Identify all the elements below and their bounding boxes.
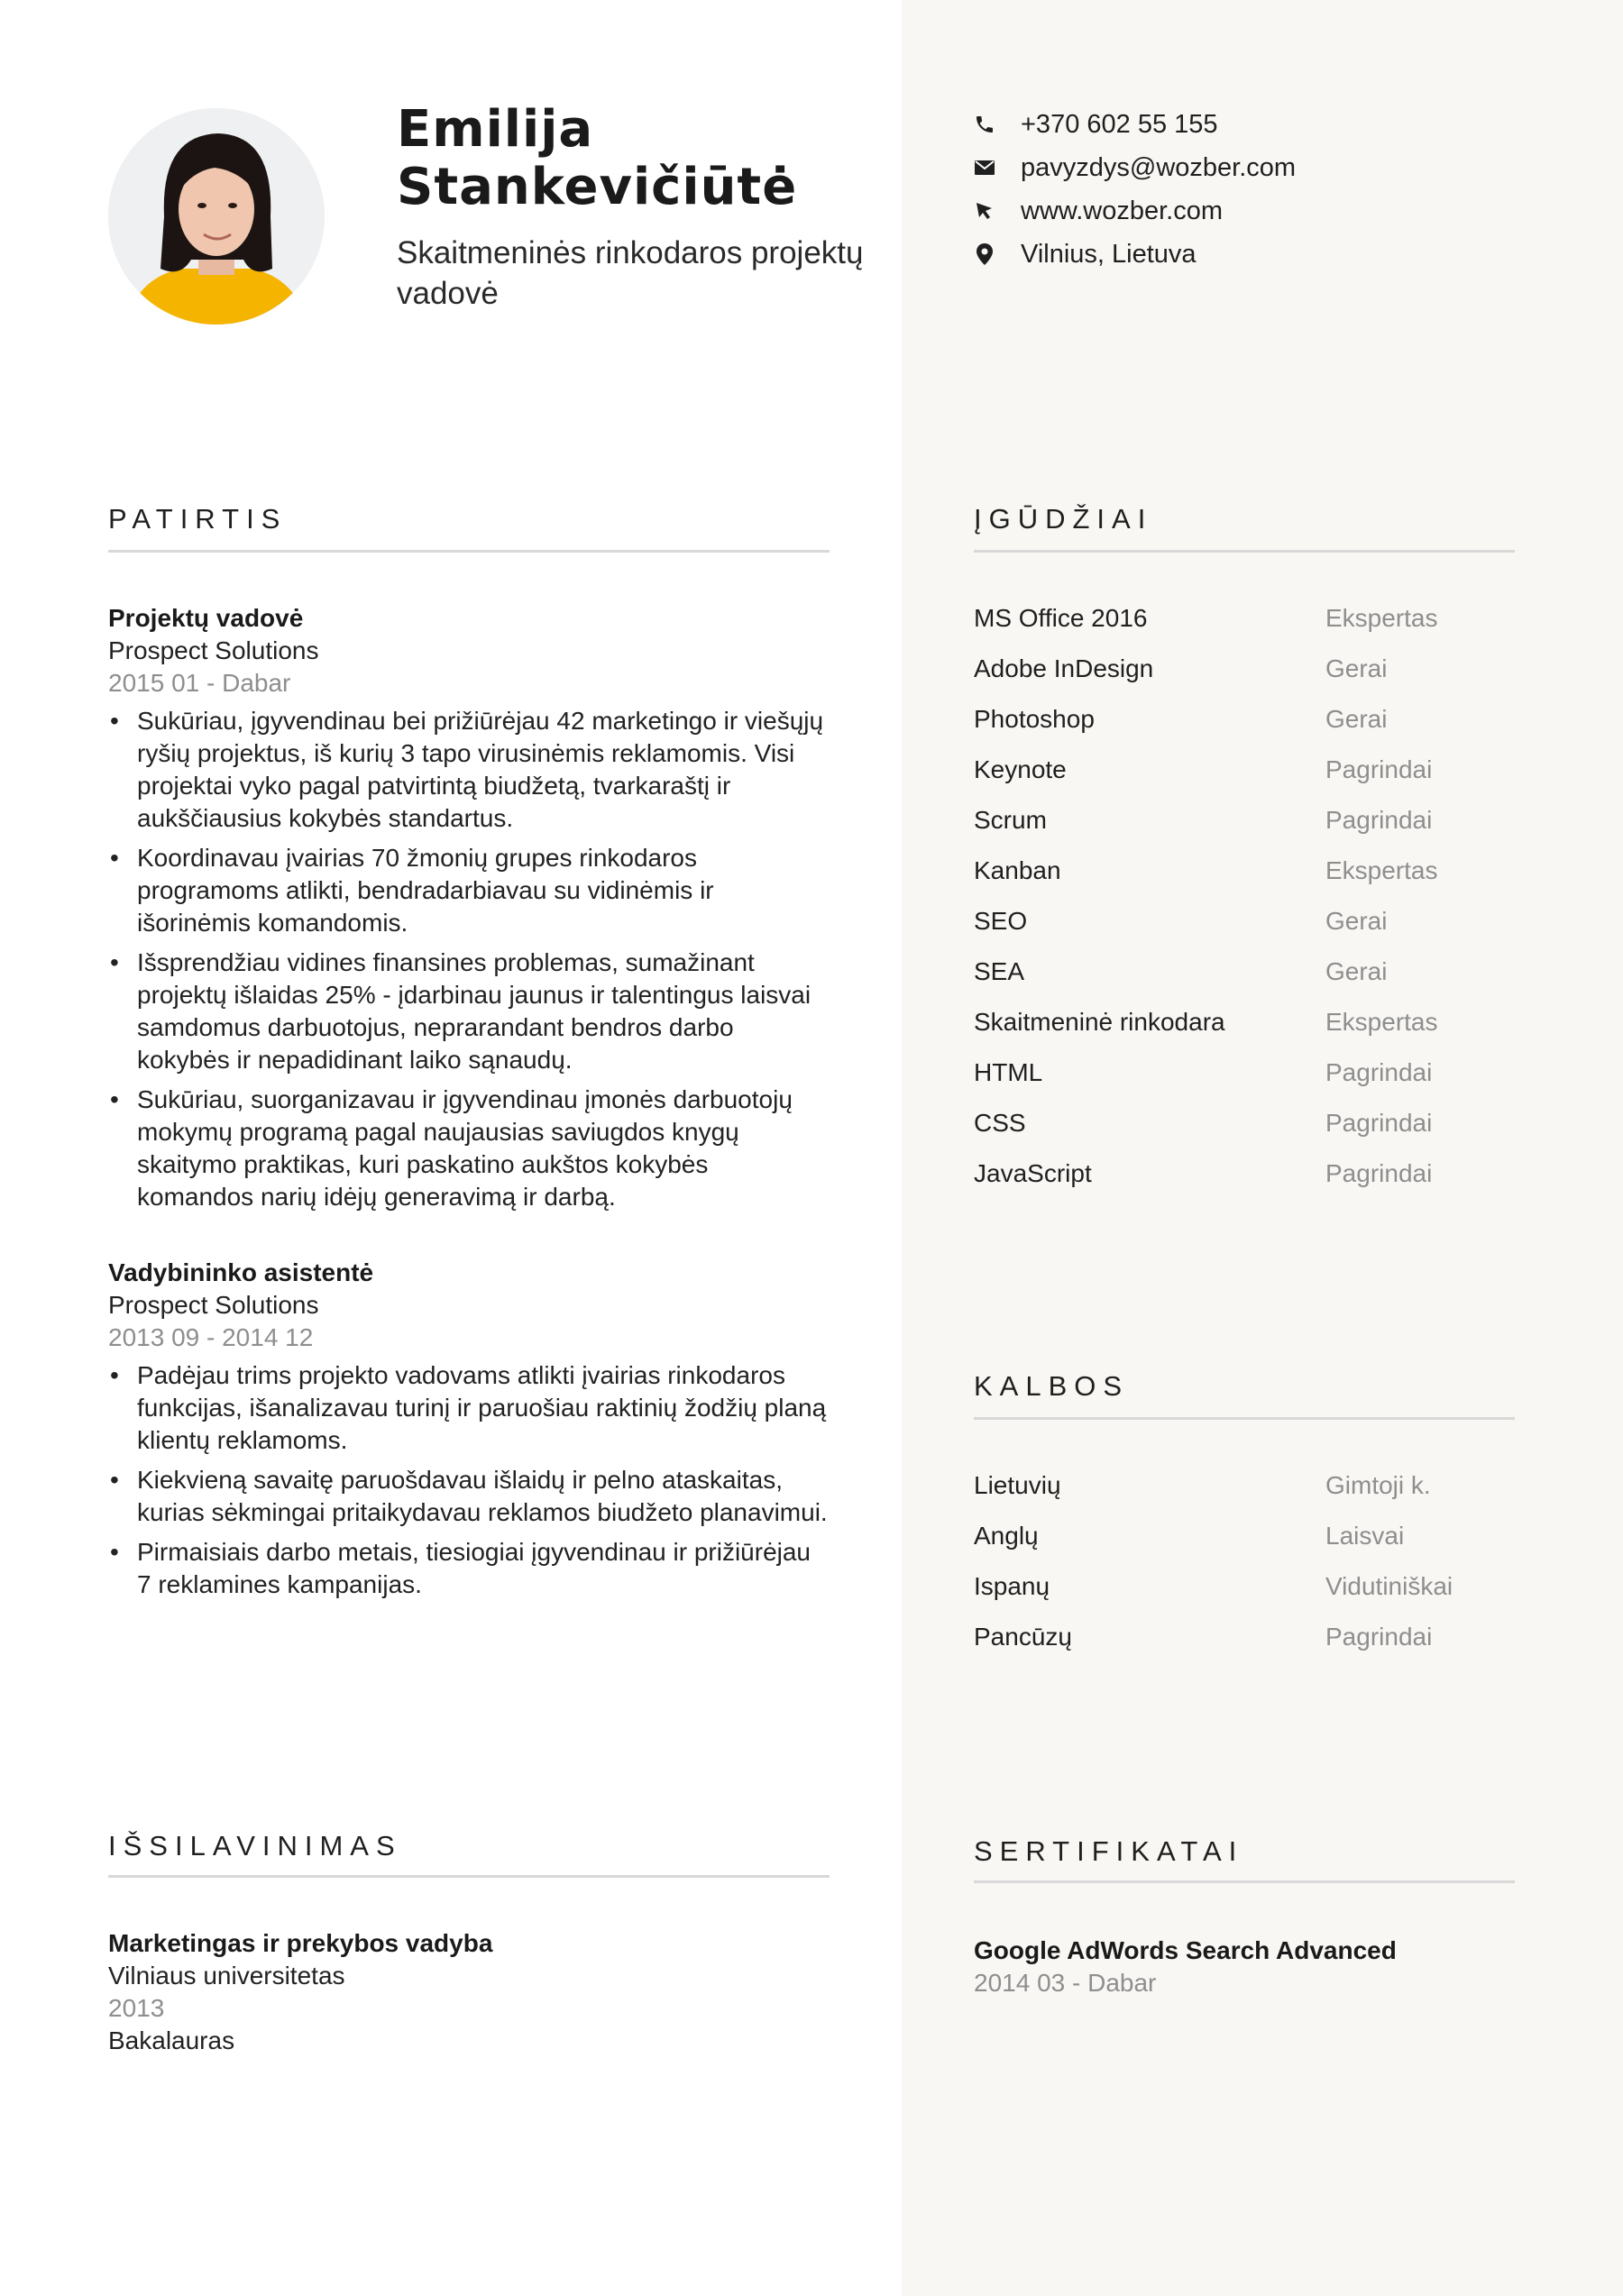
section-divider [108,1875,830,1878]
contact-website-text: www.wozber.com [1021,196,1224,225]
language-level: Pagrindai [1325,1623,1433,1651]
language-name: Anglų [974,1522,1039,1550]
section-title-skills: ĮGŪDŽIAI [974,503,1153,535]
job-entry-title: Projektų vadovė [108,604,304,632]
education-entry [108,1927,830,2057]
mail-icon [972,155,997,180]
job-entry-dates: 2015 01 - Dabar [108,669,291,697]
experience-list [108,602,830,1644]
bullet-item: • Padėjau trims projekto vadovams atlikti įvairias rinkodaros funkcijas, išanalizavau turinį ir paruošiau raktinių žodžių planą klientų reklamoms. [108,1359,830,1457]
education-level: Bakalauras [108,2026,235,2054]
contact-website [972,189,1549,233]
language-row [974,1460,1515,1511]
skill-name: SEA [974,957,1025,985]
location-pin-icon [972,242,997,267]
skill-name: Keynote [974,755,1067,783]
language-row [974,1511,1515,1561]
skill-row [974,795,1515,846]
cursor-icon [972,198,997,224]
skill-name: Photoshop [974,705,1095,733]
skill-name: JavaScript [974,1159,1092,1187]
skill-level: Gerai [1325,654,1388,682]
language-level: Vidutiniškai [1325,1572,1453,1600]
bullet-item: • Koordinavau įvairias 70 žmonių grupes rinkodaros programoms atlikti, bendradarbiavau su vidinėmis ir išorinėmis komandomis. [108,842,830,939]
job-entry-title: Vadybininko asistentė [108,1258,374,1286]
skills-list [974,593,1515,1199]
skill-name: Adobe InDesign [974,654,1154,682]
language-row [974,1612,1515,1662]
certificate-title: Google AdWords Search Advanced [974,1936,1397,1964]
contact-email [972,146,1549,189]
skill-name: HTML [974,1058,1043,1086]
section-divider [974,1417,1515,1420]
skill-name: Scrum [974,806,1047,834]
section-divider [974,1880,1515,1883]
skill-level: Gerai [1325,957,1388,985]
phone-icon [972,112,997,137]
skill-name: Kanban [974,856,1061,884]
bullet-item: • Išsprendžiau vidines finansines problemas, sumažinant projektų išlaidas 25% - įdarbinau jaunus ir talentingus laisvai samdomus darbuotojus, neprarandant bendros darbo kokybės ir nepadidinant laiko sąnaudų. [108,947,830,1076]
section-title-languages: KALBOS [974,1370,1130,1402]
job-entry-dates: 2013 09 - 2014 12 [108,1323,314,1351]
section-title-experience: PATIRTIS [108,503,288,535]
contact-location-text: Vilnius, Lietuva [1021,239,1197,269]
bullet-item: • Kiekvieną savaitę paruošdavau išlaidų ir pelno ataskaitas, kurias sėkmingai pritaikydavau reklamos biudžeto planavimui. [108,1464,830,1529]
skill-level: Ekspertas [1325,856,1438,884]
skill-name: SEO [974,907,1028,935]
skill-row [974,997,1515,1047]
education-degree: Marketingas ir prekybos vadyba [108,1929,493,1957]
job-entry-company: Prospect Solutions [108,1291,319,1319]
skill-name: MS Office 2016 [974,604,1148,632]
bullet-item: • Pirmaisiais darbo metais, tiesiogiai įgyvendinau ir prižiūrėjau 7 reklamines kampanijas. [108,1536,830,1601]
skill-level: Ekspertas [1325,1008,1438,1036]
person-name: Emilija Stankevičiūtė [397,100,798,216]
job-entry-company: Prospect Solutions [108,636,319,664]
skill-level: Pagrindai [1325,1159,1433,1187]
certificate-dates: 2014 03 - Dabar [974,1969,1157,1997]
job-entry [108,1257,830,1601]
contact-location [972,233,1549,276]
contact-list [972,103,1549,276]
languages-list [974,1460,1515,1662]
contact-email-text: pavyzdys@wozber.com [1021,152,1297,182]
contact-phone [972,103,1549,146]
skill-row [974,694,1515,745]
avatar [108,108,325,325]
certificates-list [974,1935,1515,1999]
job-entry-bullets [108,1359,830,1601]
skill-level: Pagrindai [1325,1058,1433,1086]
skill-name: Skaitmeninė rinkodara [974,1008,1225,1036]
bullet-item: • Sukūriau, suorganizavau ir įgyvendinau įmonės darbuotojų mokymų programą pagal naujausias saviugdos knygų skaitymo praktikas, kuri paskatino aukštos kokybės komandos narių idėjų generavimą ir darbą. [108,1084,830,1213]
skill-row [974,846,1515,896]
contact-phone-text: +370 602 55 155 [1021,109,1218,139]
bullet-item: • Sukūriau, įgyvendinau bei prižiūrėjau 42 marketingo ir viešųjų ryšių projektus, iš kurių 3 tapo virusinėmis reklamomis. Visi projektai vyko pagal patvirtintą biudžetą, tvarkaraštį ir aukščiausius kokybės standartus. [108,705,830,835]
language-level: Gimtoji k. [1325,1471,1431,1499]
job-entry [108,602,830,1213]
skill-row [974,896,1515,947]
skill-level: Pagrindai [1325,755,1433,783]
skill-level: Pagrindai [1325,1109,1433,1137]
section-title-certificates: SERTIFIKATAI [974,1835,1244,1867]
language-name: Ispanų [974,1572,1050,1600]
skill-row [974,1047,1515,1098]
education-school: Vilniaus universitetas [108,1962,345,1990]
skill-name: CSS [974,1109,1026,1137]
skill-row [974,745,1515,795]
language-name: Pancūzų [974,1623,1072,1651]
section-divider [974,550,1515,553]
section-divider [108,550,830,553]
skill-row [974,1148,1515,1199]
education-year: 2013 [108,1994,165,2022]
job-title: Skaitmeninės rinkodaros projektų vadovė [397,235,864,311]
language-level: Laisvai [1325,1522,1405,1550]
skill-row [974,947,1515,997]
skill-row [974,1098,1515,1148]
job-entry-bullets [108,705,830,1213]
skill-level: Ekspertas [1325,604,1438,632]
skill-row [974,644,1515,694]
skill-level: Gerai [1325,705,1388,733]
skill-level: Pagrindai [1325,806,1433,834]
language-name: Lietuvių [974,1471,1061,1499]
language-row [974,1561,1515,1612]
skill-level: Gerai [1325,907,1388,935]
section-title-education: IŠSILAVINIMAS [108,1830,402,1861]
skill-row [974,593,1515,644]
